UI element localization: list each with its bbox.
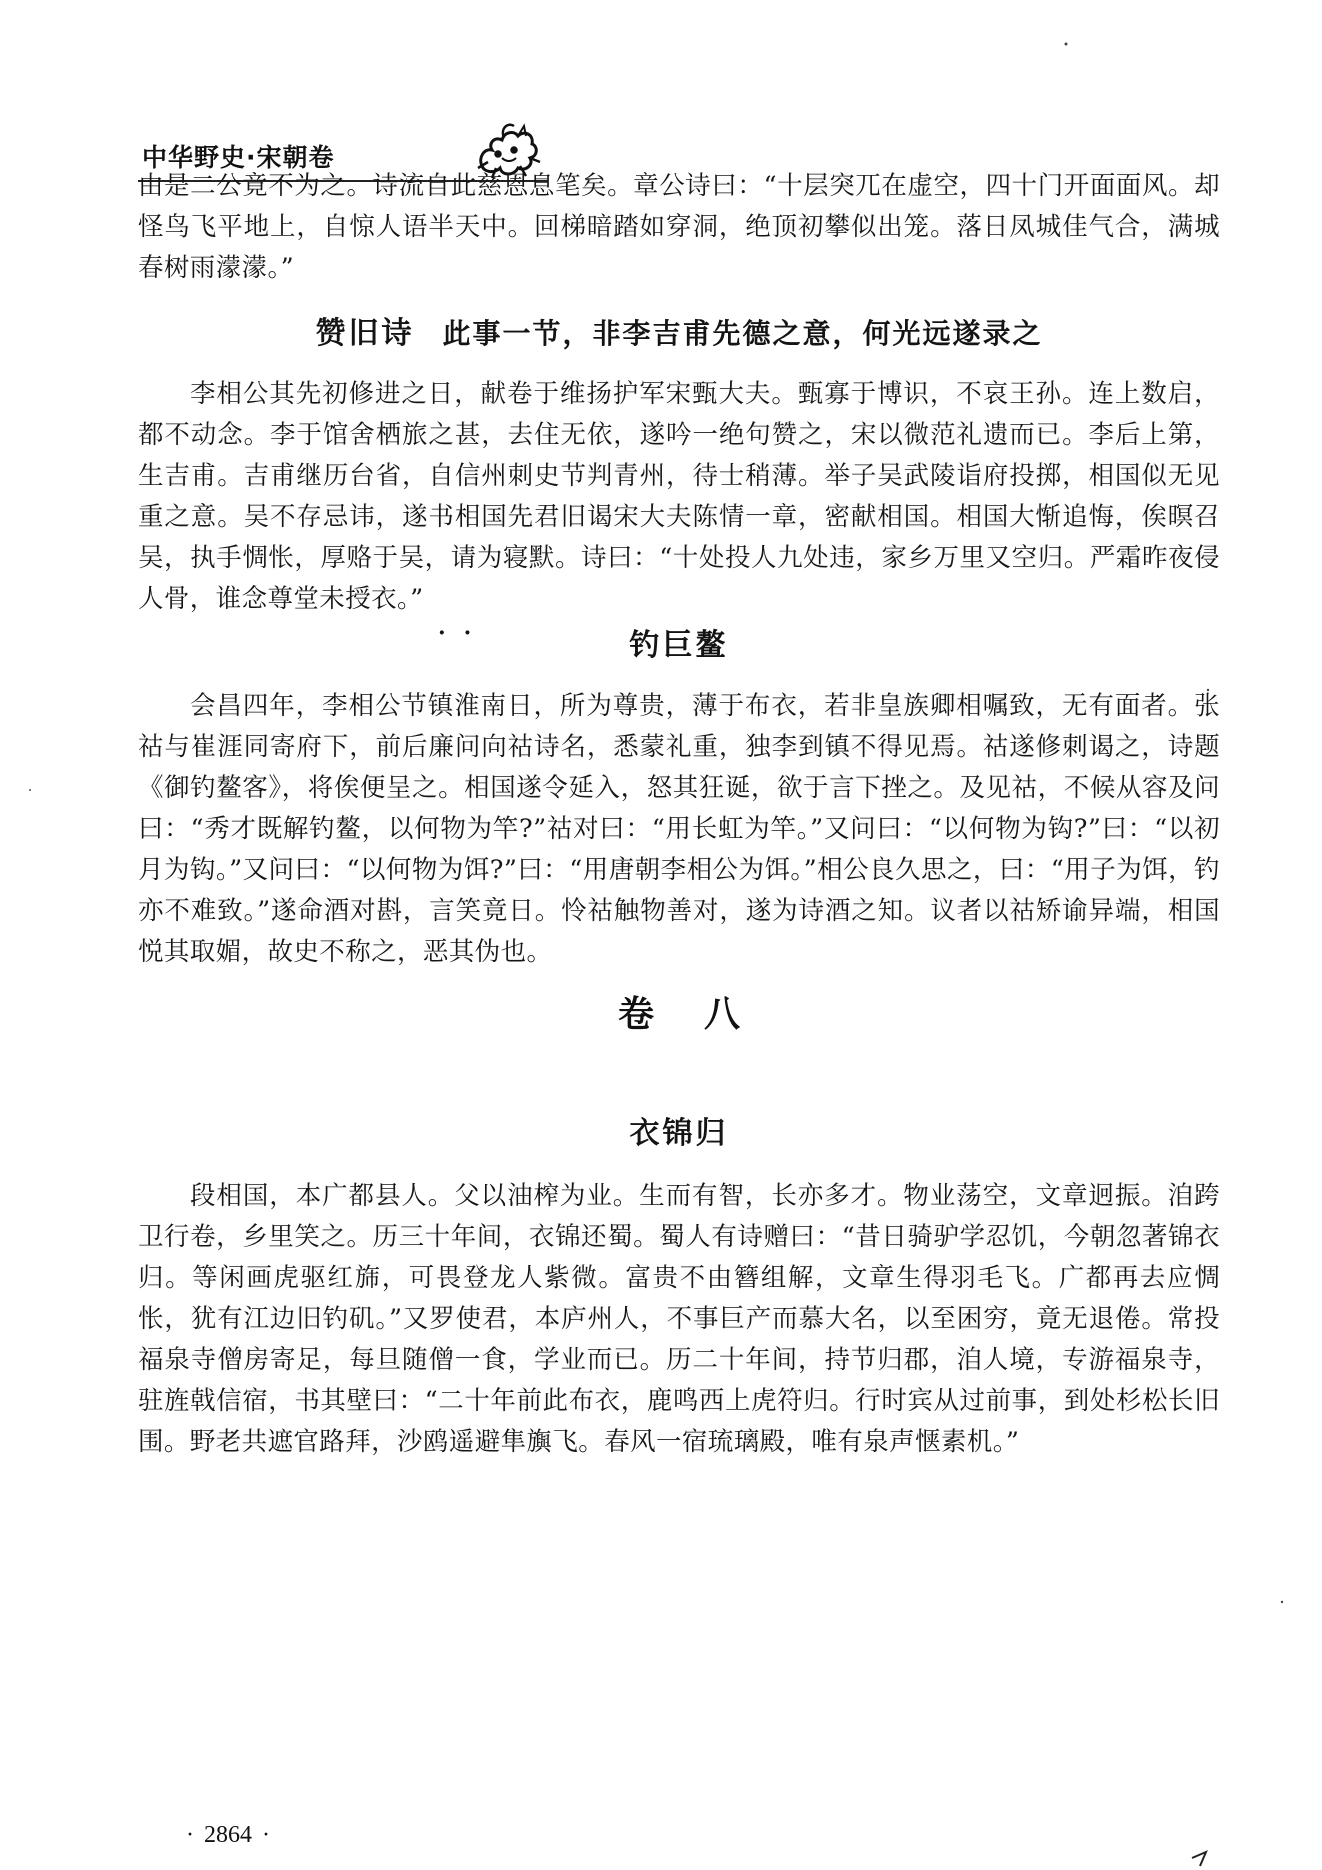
section-subtitle: 此事一节，非李吉甫先德之意，何光远遂录之 <box>442 317 1043 350</box>
section-title-main: 衣锦归 <box>629 1116 729 1151</box>
page-number-value: 2864 <box>204 1822 252 1848</box>
paragraph: 段相国，本广都县人。父以油榨为业。生而有智，长亦多才。物业荡空，文章迥振。洎跨卫行卷，乡里笑之。历三十年间，衣锦还蜀。蜀人有诗赠曰：“昔日骑驴学忍饥，今朝忽著锦衣归。等闲画虎驱红旆，可畏登龙人紫微。富贵不由簪组解，文章生得羽毛飞。广都再去应惆怅，犹有江边旧钓矶。”又罗使君，本庐州人，不事巨产而慕大名，以至困穷，竟无退倦。常投福泉寺僧房寄足，每旦随僧一食，学业而已。历二十年间，持节归郡，洎人境，专游福泉寺，驻旌戟信宿，书其壁曰：“二十年前此布衣，鹿鸣西上虎符归。行时宾从过前事，到处杉松长旧围。野老共遮官路拜，沙鸥遥避隼旟飞。春风一宿琉璃殿，唯有泉声惬素机。” <box>138 1181 1220 1457</box>
section-title <box>138 620 1220 664</box>
page-number: · 2864 · <box>186 1822 270 1848</box>
section-title <box>138 1108 1220 1152</box>
paragraph: 会昌四年，李相公节镇淮南日，所为尊贵，薄于布衣，若非皇族卿相嘱致，无有面者。张祜与崔涯同寄府下，前后廉问向祜诗名，悉蒙礼重，独李到镇不得见焉。祜遂修刺谒之，诗题《御钓鳌客》，将俟便呈之。相国遂令延入，怒其狂诞，欲于言下挫之。及见祜，不候从容及问曰：“秀才既解钓鳌，以何物为竿?”祜对曰：“用长虹为竿。”又问曰：“以何物为钩?”曰：“以初月为钩。”又问曰：“以何物为饵?”曰：“用唐朝李相公为饵。”相公良久思之，曰：“用子为饵，钓亦不难致。”遂命酒对斟，言笑竟日。怜祜触物善对，遂为诗酒之知。议者以祜矫谕异端，相国悦其取媚，故史不称之，恶其伪也。 <box>138 691 1220 967</box>
chapter-title: 卷八 <box>617 994 790 1035</box>
section-ornament-dots: ·· <box>438 620 490 646</box>
section-title <box>138 308 1220 352</box>
section-title-main: 赞旧诗 <box>315 316 415 351</box>
paragraph: 李相公其先初修进之日，献卷于维扬护军宋甄大夫。甄寡于博识，不哀王孙。连上数启，都不动念。李于馆舍栖旅之甚，去住无依，遂吟一绝句赞之，宋以微范礼遗而已。李后上第，生吉甫。吉甫继历台省，自信州刺史节判青州，待士稍薄。举子吴武陵诣府投掷，相国似无见重之意。吴不存忌讳，遂书相国先君旧谒宋大夫陈情一章，密献相国。相国大惭追悔，俟暝召吴，执手惆怅，厚赂于吴，请为寝默。诗曰：“十处投人九处违，家乡万里又空归。严霜昨夜侵人骨，谁念尊堂未授衣。” <box>138 379 1220 614</box>
section-title-main: 钓巨鳌 <box>629 628 729 663</box>
book-title: 中华野史·宋朝卷 <box>142 143 335 172</box>
paragraph: 由是二公竟不为之。诗流自此慈恩息笔矣。章公诗曰：“十层突兀在虚空，四十门开面面风。却怪鸟飞平地上，自惊人语半天中。回梯暗踏如穿洞，绝顶初攀似出笼。落日凤城佳气合，满城春树雨濛濛。” <box>138 171 1220 283</box>
